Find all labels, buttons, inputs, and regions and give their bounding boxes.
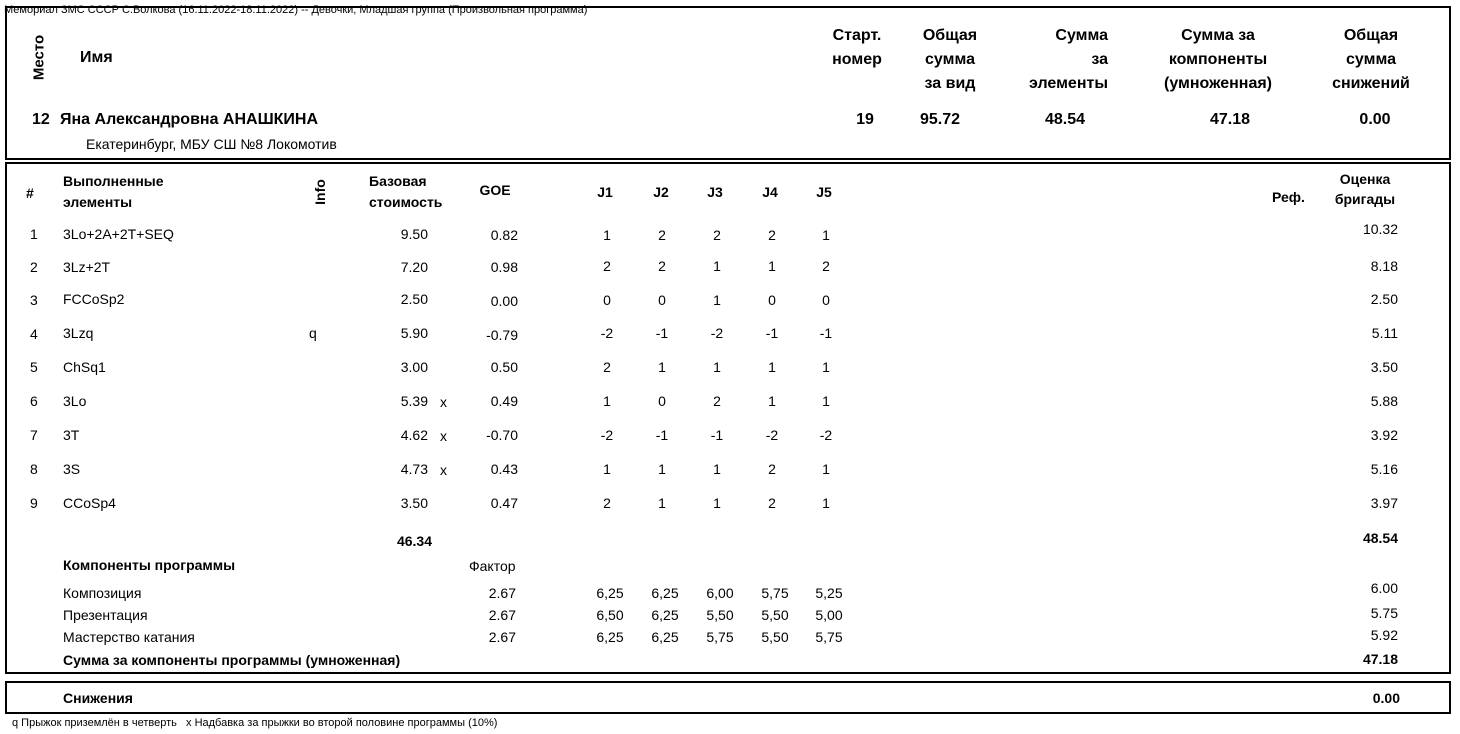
goe-header: GOE [479,182,511,198]
row-j2: 0 [658,292,666,308]
row-info: q [309,325,317,341]
row-goe: -0.70 [486,427,518,443]
row-score: 5.16 [1370,461,1398,477]
row-goe: 0.47 [490,495,518,511]
row-score: 3.50 [1370,359,1398,375]
row-element: 3Lo [63,393,87,409]
row-j5: 1 [822,393,830,409]
row-score: 10.32 [1362,221,1398,237]
skater-place: 12 [32,111,50,128]
row-goe: 0.82 [490,227,518,243]
row-j3: 1 [713,292,721,308]
row-j1: -2 [600,427,614,443]
ref-header: Реф. [1272,189,1305,205]
row-j2: 1 [658,461,666,477]
row-j3: -1 [710,427,724,443]
component-j4: 5,75 [761,585,789,601]
footnote: q Прыжок приземлён в четверть x Надбавка за прыжки во второй половине программы (10%) [12,717,498,729]
row-j4: 1 [768,393,776,409]
row-goe: 0.00 [490,293,518,309]
row-element: FCCoSp2 [63,291,125,307]
row-element: 3Lo+2A+2T+SEQ [63,226,174,242]
component-j1: 6,50 [596,607,624,623]
table-row [0,221,1460,249]
row-j5: 1 [822,227,830,243]
deductions-label: Снижения [63,690,133,706]
row-j3: 1 [713,258,721,274]
skater-deductions: 0.00 [1359,111,1391,128]
table-row [0,258,1460,282]
factor-header: Фактор [469,558,516,574]
row-base: 5.90 [400,325,428,341]
component-name: Мастерство катания [63,629,195,645]
component-j2: 6,25 [651,629,679,645]
place-header: Место [30,34,48,81]
executed-header: Выполненные элементы [63,173,164,210]
component-row [0,607,1460,627]
event-title: Мемориал ЗМС СССР С.Волкова (16.11.2022-18.11.2022) -- Девочки, Младшая группа (Произвольная программа) [4,4,588,16]
row-j2: -1 [655,325,669,341]
row-j2: 0 [658,393,666,409]
row-num: 9 [30,495,38,511]
row-bonus: x [440,428,447,444]
row-goe: 0.98 [490,259,518,275]
row-j2: 1 [658,359,666,375]
row-j5: -1 [819,325,833,341]
row-num: 8 [30,461,38,477]
row-j5: 1 [822,461,830,477]
components-total-label: Сумма за компоненты программы (умноженная) [63,652,401,668]
row-j3: 2 [713,227,721,243]
base-total: 46.34 [396,533,432,549]
row-j3: 2 [713,393,721,409]
row-score: 8.18 [1370,258,1398,274]
row-element: CCoSp4 [63,495,116,511]
total-header: Общая сумма за вид [922,27,978,92]
name-header: Имя [80,49,113,66]
judge-header-3: J3 [707,184,723,200]
component-name: Композиция [63,585,142,601]
row-goe: -0.79 [486,327,518,343]
component-row [0,580,1460,605]
row-j1: 2 [603,258,611,274]
component-name: Презентация [63,607,148,623]
component-j5: 5,00 [815,607,843,623]
row-j2: 2 [658,258,666,274]
info-header: Info [312,179,328,205]
row-score: 5.88 [1370,393,1398,409]
components-sum-header: Сумма за компоненты (умноженная) [1164,27,1272,92]
row-base: 7.20 [400,259,428,275]
component-score: 5.92 [1370,627,1398,643]
component-j3: 5,50 [706,607,734,623]
component-j1: 6,25 [596,629,624,645]
row-goe: 0.49 [490,393,518,409]
row-j4: 0 [768,292,776,308]
row-j1: 0 [603,292,611,308]
components-title: Компоненты программы [63,557,236,573]
elements-sum-header: Сумма за элементы [1029,27,1108,92]
row-j2: -1 [655,427,669,443]
row-score: 3.97 [1370,495,1398,511]
row-j1: 1 [603,461,611,477]
table-row [0,291,1460,315]
row-j4: 1 [768,359,776,375]
components-total: 47.18 [1362,651,1398,667]
row-num: 3 [30,292,38,308]
row-element: 3T [63,427,80,443]
table-row [0,359,1460,383]
row-j4: 1 [768,258,776,274]
table-row [0,393,1460,417]
component-j2: 6,25 [651,607,679,623]
component-j3: 5,75 [706,629,734,645]
row-j5: 1 [822,495,830,511]
judge-header-4: J4 [762,184,778,200]
row-base: 3.00 [400,359,428,375]
row-j4: 2 [768,227,776,243]
component-factor: 2.67 [488,607,516,623]
row-j2: 1 [658,495,666,511]
base-header: Базовая стоимость [369,173,443,210]
row-j3: -2 [710,325,724,341]
skater-club: Екатеринбург, МБУ СШ №8 Локомотив [86,136,337,152]
row-num: 2 [30,259,38,275]
row-j5: 0 [822,292,830,308]
row-goe: 0.43 [490,461,518,477]
row-j1: 2 [603,359,611,375]
row-j4: 2 [768,495,776,511]
row-j3: 1 [713,359,721,375]
component-factor: 2.67 [488,585,516,601]
component-score: 5.75 [1370,605,1398,621]
skater-name: Яна Александровна АНАШКИНА [60,111,319,128]
component-j1: 6,25 [596,585,624,601]
row-base: 4.62 [400,427,428,443]
row-base: 5.39 [400,393,428,409]
row-element: 3Lzq [63,325,94,341]
component-j4: 5,50 [761,607,789,623]
row-j4: 2 [768,461,776,477]
row-num: 7 [30,427,38,443]
component-j3: 6,00 [706,585,734,601]
component-j5: 5,25 [815,585,843,601]
row-bonus: x [440,462,447,478]
judge-header-1: J1 [597,184,613,200]
row-j5: 1 [822,359,830,375]
row-j3: 1 [713,461,721,477]
table-row [0,325,1460,349]
deductions-value: 0.00 [1372,690,1400,706]
table-row [0,495,1460,519]
row-j4: -2 [765,427,779,443]
panel-score-header: Оценка бригады [1334,171,1396,207]
row-score: 3.92 [1370,427,1398,443]
elements-score-total: 48.54 [1362,530,1398,546]
num-header: # [26,185,34,201]
row-j2: 2 [658,227,666,243]
component-row [0,629,1460,649]
row-base: 9.50 [400,226,428,242]
row-base: 3.50 [400,495,428,511]
skater-start-no: 19 [856,111,874,128]
row-j1: 1 [603,393,611,409]
row-base: 2.50 [400,291,428,307]
row-score: 5.11 [1371,325,1398,341]
component-j4: 5,50 [761,629,789,645]
row-base: 4.73 [400,461,428,477]
row-j1: 2 [603,495,611,511]
judge-header-2: J2 [653,184,669,200]
deductions-header: Общая сумма снижений [1332,27,1410,92]
component-factor: 2.67 [488,629,516,645]
skater-components-score: 47.18 [1209,111,1251,128]
row-j1: -2 [600,325,614,341]
table-row [0,427,1460,451]
component-j5: 5,75 [815,629,843,645]
row-element: 3S [63,461,81,477]
row-num: 5 [30,359,38,375]
skater-elements-score: 48.54 [1044,111,1086,128]
row-num: 1 [30,226,38,242]
deductions-box [5,681,1451,714]
row-goe: 0.50 [490,359,518,375]
table-row [0,461,1460,485]
start-no-header: Старт. номер [832,27,882,68]
component-j2: 6,25 [651,585,679,601]
judge-header-5: J5 [816,184,832,200]
row-score: 2.50 [1370,291,1398,307]
component-score: 6.00 [1370,580,1398,596]
row-element: 3Lz+2T [63,259,111,275]
row-j5: -2 [819,427,833,443]
row-num: 6 [30,393,38,409]
row-num: 4 [30,326,38,342]
row-j5: 2 [822,258,830,274]
row-element: ChSq1 [63,359,106,375]
row-j3: 1 [713,495,721,511]
row-j1: 1 [603,227,611,243]
row-bonus: x [440,394,447,410]
row-j4: -1 [765,325,779,341]
skater-total: 95.72 [919,111,961,128]
